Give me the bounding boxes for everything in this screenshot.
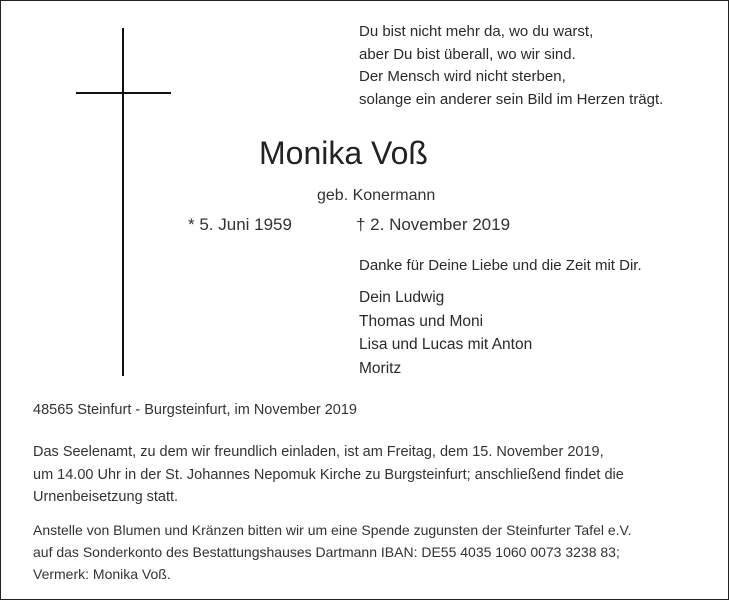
- family-member: Dein Ludwig: [359, 289, 445, 306]
- deceased-name: Monika Voß: [259, 135, 428, 171]
- poem-line: Du bist nicht mehr da, wo du warst,: [359, 23, 594, 40]
- poem-line: Der Mensch wird nicht sterben,: [359, 68, 566, 85]
- donation-line: auf das Sonderkonto des Bestattungshauses Dartmann IBAN: DE55 4035 1060 0073 3238 83;: [33, 544, 620, 560]
- service-paragraph: [33, 441, 713, 509]
- family-member: Lisa und Lucas mit Anton: [359, 336, 533, 353]
- family-list: [359, 286, 532, 380]
- poem-line: solange ein anderer sein Bild im Herzen trägt.: [359, 90, 664, 108]
- service-line: Das Seelenamt, zu dem wir freundlich einladen, ist am Freitag, dem 15. November 2019,: [33, 444, 604, 460]
- donation-line: Vermerk: Monika Voß.: [33, 566, 171, 582]
- poem-line: aber Du bist überall, wo wir sind.: [359, 45, 576, 63]
- birth-date: * 5. Juni 1959: [188, 215, 292, 234]
- poem: [359, 21, 719, 111]
- service-line: um 14.00 Uhr in der St. Johannes Nepomuk Kirche zu Burgsteinfurt; anschließend findet die: [33, 466, 624, 483]
- place-date: 48565 Steinfurt - Burgsteinfurt, im November 2019: [33, 402, 357, 418]
- cross-icon-crossbar: [76, 92, 171, 94]
- service-line: Urnenbeisetzung statt.: [33, 489, 179, 505]
- donation-paragraph: [33, 519, 713, 585]
- family-member: Moritz: [359, 359, 402, 377]
- death-date: † 2. November 2019: [356, 215, 511, 234]
- cross-icon: [122, 28, 124, 376]
- donation-line: Anstelle von Blumen und Kränzen bitten wir um eine Spende zugunsten der Steinfurter Tafel e.V.: [33, 522, 632, 538]
- thanks-line: Danke für Deine Liebe und die Zeit mit Dir.: [359, 257, 642, 274]
- family-member: Thomas und Moni: [359, 312, 484, 330]
- maiden-name: geb. Konermann: [317, 187, 436, 204]
